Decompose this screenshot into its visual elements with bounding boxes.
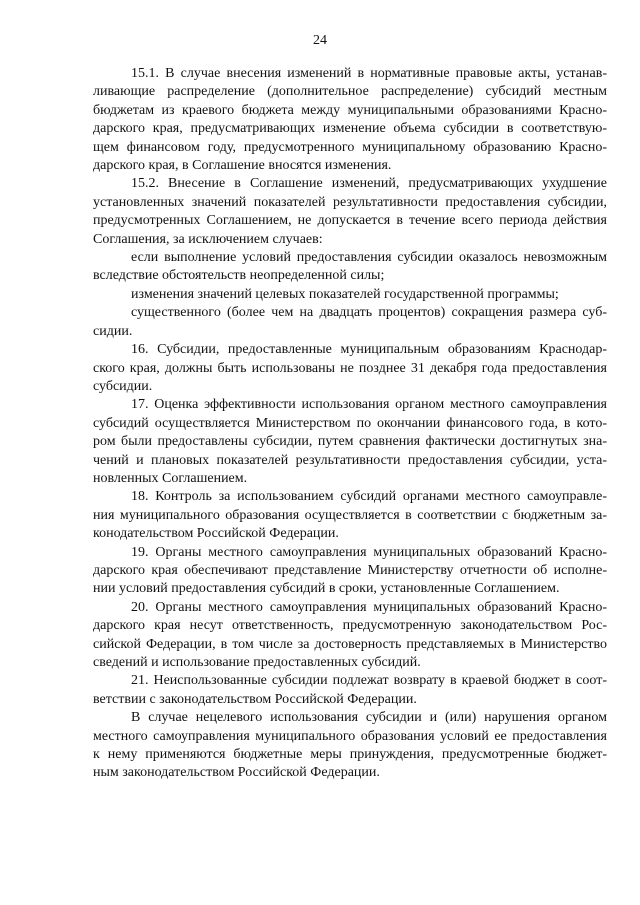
text-line: чений и плановых показателей результативности предоставления субсидии, уста- xyxy=(93,452,607,468)
text-line: к нему применяются бюджетные меры принуждения, предусмотренные бюджет- xyxy=(93,747,607,763)
text-line: изменения значений целевых показателей государственной программы; xyxy=(131,286,559,302)
text-line: дарского края, в Соглашение вносятся изменения. xyxy=(93,158,392,174)
text-line: ветствии с законодательством Российской Федерации. xyxy=(93,691,417,707)
text-line: установленных значений показателей результативности предоставления субсидии, xyxy=(93,194,607,210)
text-line: вследствие обстоятельств неопределенной силы; xyxy=(93,268,385,284)
text-line: 16. Субсидии, предоставленные муниципальным образованиям Краснодар- xyxy=(131,342,607,358)
text-line: 19. Органы местного самоуправления муниципальных образований Красно- xyxy=(131,544,607,560)
document-body xyxy=(93,65,607,783)
paragraph xyxy=(93,286,607,304)
paragraph xyxy=(93,709,607,783)
text-line: 20. Органы местного самоуправления муниципальных образований Красно- xyxy=(131,599,607,615)
text-line: 15.2. Внесение в Соглашение изменений, предусматривающих ухудшение xyxy=(131,176,607,192)
text-line: ным законодательством Российской Федерации. xyxy=(93,765,380,781)
paragraph xyxy=(93,249,607,286)
text-line: 17. Оценка эффективности использования органом местного самоуправления xyxy=(131,397,607,413)
text-line: местного самоуправления муниципального образования условий ее предоставления xyxy=(93,728,607,744)
text-line: если выполнение условий предоставления субсидии оказалось невозможным xyxy=(131,250,607,266)
paragraph xyxy=(93,65,607,175)
text-line: сидии. xyxy=(93,323,133,339)
text-line: субсидии. xyxy=(93,378,153,394)
text-line: бюджетам из краевого бюджета между муниципальными образованиями Красно- xyxy=(93,102,607,118)
paragraph xyxy=(93,672,607,709)
text-line: В случае нецелевого использования субсидии и (или) нарушения органом xyxy=(131,710,607,726)
paragraph xyxy=(93,396,607,488)
paragraph xyxy=(93,175,607,249)
text-line: 21. Неиспользованные субсидии подлежат возврату в краевой бюджет в соот- xyxy=(131,673,607,689)
text-line: дарского края обеспечивают представление Министерству отчетности об исполне- xyxy=(93,562,607,578)
text-line: новленных Соглашением. xyxy=(93,470,248,486)
text-line: ния муниципального образования осуществляется в соответствии с бюджетным за- xyxy=(93,507,607,523)
text-line: ского края, должны быть использованы не позднее 31 декабря года предоставления xyxy=(93,360,607,376)
text-line: 18. Контроль за использованием субсидий органами местного самоуправле- xyxy=(131,489,607,505)
text-line: сийской Федерации, в том числе за достоверность представляемых в Министерство xyxy=(93,636,607,652)
text-line: ром были предоставлены субсидии, путем сравнения фактически достигнутых зна- xyxy=(93,434,607,450)
text-line: субсидий осуществляется Министерством по окончании финансового года, в кото- xyxy=(93,415,607,431)
text-line: дарского края, предусматривающих изменение объема субсидии в соответствую- xyxy=(93,121,607,137)
text-line: Соглашения, за исключением случаев: xyxy=(93,231,323,247)
text-line: 15.1. В случае внесения изменений в нормативные правовые акты, устанав- xyxy=(131,66,607,81)
text-line: дарского края несут ответственность, предусмотренную законодательством Рос- xyxy=(93,618,607,634)
text-line: щем финансовом году, предусмотренного муниципальному образованию Красно- xyxy=(93,139,607,155)
text-line: нии условий предоставления субсидий в сроки, установленные Соглашением. xyxy=(93,581,560,597)
paragraph xyxy=(93,341,607,396)
text-line: конодательством Российской Федерации. xyxy=(93,526,339,542)
paragraph xyxy=(93,599,607,673)
page-number: 24 xyxy=(313,33,327,48)
paragraph xyxy=(93,544,607,599)
text-line: существенного (более чем на двадцать процентов) сокращения размера суб- xyxy=(131,305,607,321)
paragraph xyxy=(93,488,607,543)
text-line: сведений и использование предоставленных субсидий. xyxy=(93,655,421,670)
paragraph xyxy=(93,304,607,341)
text-line: предусмотренных Соглашением, не допускается в течение всего периода действия xyxy=(93,213,607,229)
text-line: ливающие распределение (дополнительное распределение) субсидий местным xyxy=(93,84,607,100)
